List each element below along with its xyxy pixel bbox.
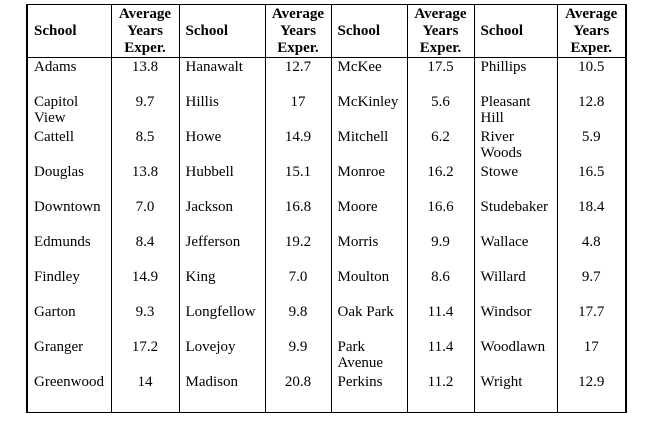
average-years-cell: 17 xyxy=(583,339,599,355)
average-years-cell: 14.9 xyxy=(265,129,331,164)
school-name-cell: Willard xyxy=(474,269,557,304)
table-row xyxy=(27,234,626,269)
average-years-cell: 15.1 xyxy=(265,164,331,199)
school-name-cell: Studebaker xyxy=(474,199,557,234)
average-years-cell: 18.4 xyxy=(578,199,605,215)
table-header xyxy=(27,5,626,58)
table-row xyxy=(27,58,626,95)
school-name-cell: Moore xyxy=(331,199,407,234)
school-name-cell: River Woods xyxy=(474,129,557,164)
table-row xyxy=(27,374,626,413)
table-row xyxy=(27,339,626,374)
average-years-column-header: Average Years Exper. xyxy=(111,5,179,58)
school-name-cell: Garton xyxy=(27,304,111,339)
average-years-cell: 17.2 xyxy=(111,339,179,374)
average-years-cell: 13.8 xyxy=(111,58,179,95)
average-years-cell: 9.9 xyxy=(407,234,474,269)
school-name-cell: Howe xyxy=(179,129,265,164)
average-years-cell: 9.7 xyxy=(111,94,179,129)
average-years-cell: 9.7 xyxy=(581,269,601,285)
average-years-cell: 12.9 xyxy=(578,374,605,390)
average-years-cell: 14 xyxy=(111,374,179,413)
average-years-cell: 13.8 xyxy=(111,164,179,199)
school-name-cell: Jackson xyxy=(179,199,265,234)
table-row xyxy=(27,94,626,129)
school-name-cell: Oak Park xyxy=(331,304,407,339)
average-years-column-header: Average Years Exper. xyxy=(407,5,474,58)
average-years-cell: 17 xyxy=(265,94,331,129)
school-name-cell: Findley xyxy=(27,269,111,304)
school-column-header: School xyxy=(179,5,265,58)
school-name-cell: Adams xyxy=(27,58,111,95)
school-name-cell: Hillis xyxy=(179,94,265,129)
school-experience-table xyxy=(26,4,627,413)
average-years-cell: 9.8 xyxy=(265,304,331,339)
school-name-cell: Stowe xyxy=(474,164,557,199)
school-name-cell: Wright xyxy=(474,374,557,413)
school-name-cell: Longfellow xyxy=(179,304,265,339)
table-row xyxy=(27,164,626,199)
school-name-cell: Pleasant Hill xyxy=(474,94,557,129)
school-name-cell: Moulton xyxy=(331,269,407,304)
school-name-cell: McKinley xyxy=(331,94,407,129)
average-years-cell: 7.0 xyxy=(111,199,179,234)
table-body xyxy=(27,58,626,413)
school-name-cell: McKee xyxy=(331,58,407,95)
table-row xyxy=(27,129,626,164)
average-years-cell: 12.7 xyxy=(265,58,331,95)
table-row xyxy=(27,304,626,339)
average-years-cell: 19.2 xyxy=(265,234,331,269)
school-experience-table-wrapper xyxy=(26,4,627,413)
average-years-cell: 5.9 xyxy=(581,129,601,145)
average-years-column-header: Average Years Exper. xyxy=(557,5,626,58)
school-name-cell: Jefferson xyxy=(179,234,265,269)
school-column-header: School xyxy=(474,5,557,58)
school-name-cell: Windsor xyxy=(474,304,557,339)
school-name-cell: Douglas xyxy=(27,164,111,199)
school-column-header: School xyxy=(331,5,407,58)
average-years-cell: 16.2 xyxy=(407,164,474,199)
average-years-cell: 8.5 xyxy=(111,129,179,164)
average-years-cell: 16.5 xyxy=(578,164,605,180)
average-years-cell: 12.8 xyxy=(578,94,605,110)
average-years-cell: 6.2 xyxy=(407,129,474,164)
school-name-cell: Park Avenue xyxy=(331,339,407,374)
average-years-cell: 8.4 xyxy=(111,234,179,269)
school-name-cell: Perkins xyxy=(331,374,407,413)
average-years-cell: 16.8 xyxy=(265,199,331,234)
table-row xyxy=(27,269,626,304)
school-name-cell: King xyxy=(179,269,265,304)
average-years-cell: 17.7 xyxy=(578,304,605,320)
average-years-column-header: Average Years Exper. xyxy=(265,5,331,58)
average-years-cell: 11.2 xyxy=(407,374,474,413)
school-name-cell: Granger xyxy=(27,339,111,374)
school-name-cell: Hanawalt xyxy=(179,58,265,95)
school-name-cell: Woodlawn xyxy=(474,339,557,374)
average-years-cell: 14.9 xyxy=(111,269,179,304)
average-years-cell: 4.8 xyxy=(581,234,601,250)
average-years-cell: 9.9 xyxy=(265,339,331,374)
average-years-cell: 11.4 xyxy=(407,339,474,374)
school-name-cell: Downtown xyxy=(27,199,111,234)
school-name-cell: Monroe xyxy=(331,164,407,199)
average-years-cell: 17.5 xyxy=(407,58,474,95)
school-name-cell: Capitol View xyxy=(27,94,111,129)
school-name-cell: Lovejoy xyxy=(179,339,265,374)
average-years-cell: 5.6 xyxy=(407,94,474,129)
average-years-cell: 16.6 xyxy=(407,199,474,234)
average-years-cell: 20.8 xyxy=(265,374,331,413)
table-row xyxy=(27,199,626,234)
school-name-cell: Morris xyxy=(331,234,407,269)
school-name-cell: Edmunds xyxy=(27,234,111,269)
school-column-header: School xyxy=(27,5,111,58)
average-years-cell: 7.0 xyxy=(265,269,331,304)
school-name-cell: Hubbell xyxy=(179,164,265,199)
school-name-cell: Wallace xyxy=(474,234,557,269)
school-name-cell: Phillips xyxy=(474,58,557,95)
school-name-cell: Mitchell xyxy=(331,129,407,164)
average-years-cell: 10.5 xyxy=(578,59,605,75)
header-row xyxy=(27,5,626,58)
school-name-cell: Cattell xyxy=(27,129,111,164)
average-years-cell: 9.3 xyxy=(111,304,179,339)
school-name-cell: Greenwood xyxy=(27,374,111,413)
average-years-cell: 11.4 xyxy=(407,304,474,339)
school-name-cell: Madison xyxy=(179,374,265,413)
average-years-cell: 8.6 xyxy=(407,269,474,304)
